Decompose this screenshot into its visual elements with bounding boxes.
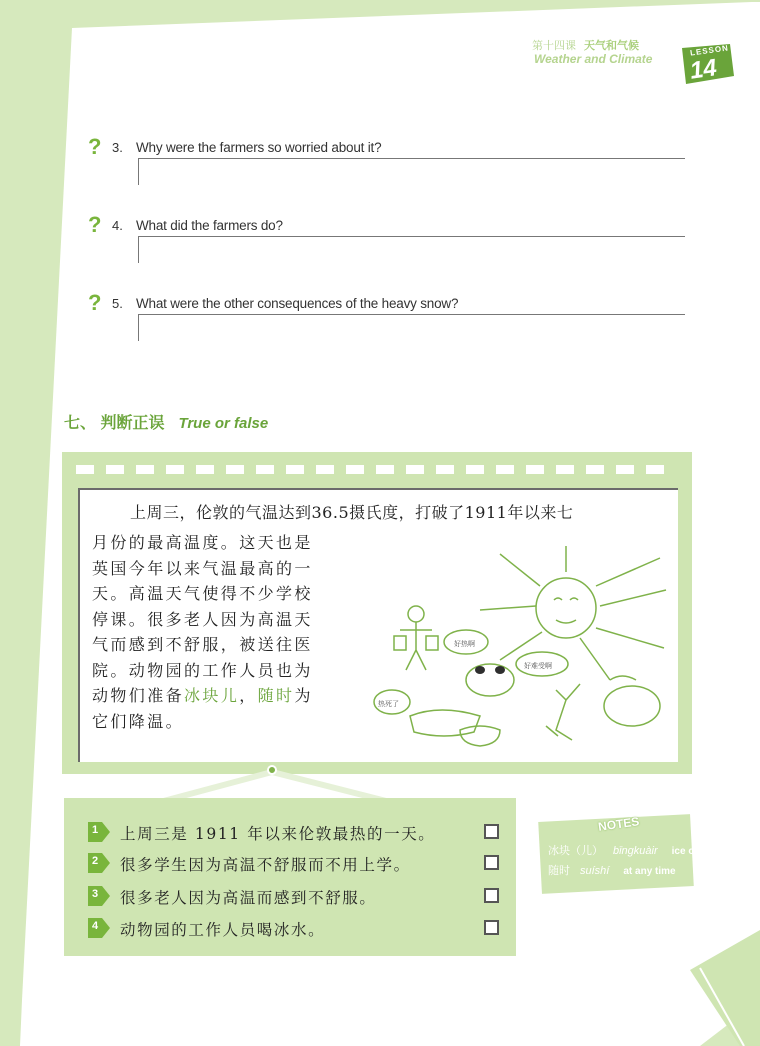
note-word: 随时	[548, 864, 570, 877]
question-number: 5.	[112, 296, 123, 311]
arrow-number-badge	[88, 853, 110, 873]
note-item	[548, 842, 712, 858]
passage-line: 它们降温。	[92, 711, 185, 731]
decorative-stripes	[62, 462, 692, 476]
note-item	[548, 862, 676, 878]
section-title-cn: 七、 判断正误	[64, 415, 165, 432]
question-number: 3.	[112, 140, 123, 155]
statement-number: 2	[92, 855, 99, 867]
statement-text: 动物园的工作人员喝冰水。	[120, 921, 326, 939]
passage-line: 月份的最高温度。这天也是	[92, 533, 313, 552]
statement-row	[88, 916, 508, 942]
question-mark-icon: ?	[88, 290, 102, 315]
answer-field[interactable]	[138, 314, 685, 341]
question-mark-icon: ?	[88, 212, 102, 237]
passage-line: 气而感到不舒服，被送往医	[92, 635, 313, 654]
lesson-badge-label: LESSON	[689, 43, 730, 58]
question-mark-icon: ?	[88, 134, 102, 159]
passage-body	[92, 530, 352, 734]
lesson-header-cn	[532, 37, 639, 53]
true-false-checkbox[interactable]	[484, 855, 499, 870]
statement-text: 上周三是 1911 年以来伦敦最热的一天。	[120, 825, 436, 843]
passage-text: 动物们准备	[92, 686, 185, 705]
passage-text: ，	[239, 686, 258, 705]
speech-bubble-text: 热死了	[378, 700, 399, 708]
section-title	[64, 410, 268, 433]
question-5	[88, 292, 688, 352]
note-pinyin: bīngkuàir	[613, 845, 658, 857]
answer-field[interactable]	[138, 236, 685, 263]
statement-text: 很多老人因为高温而感到不舒服。	[120, 889, 377, 907]
lesson-badge-number: 14	[688, 54, 719, 85]
question-number: 4.	[112, 218, 123, 233]
statement-row	[88, 884, 508, 910]
vocab-highlight: 冰块儿	[184, 686, 240, 705]
lesson-topic-en: Weather and Climate	[534, 52, 653, 66]
arrow-number-badge	[88, 822, 110, 842]
lesson-topic-cn: 天气和气候	[584, 40, 639, 52]
passage-line: 天。高温天气使得不少学校	[92, 584, 313, 603]
true-false-checkbox[interactable]	[484, 824, 499, 839]
passage-line: 院。动物园的工作人员也为	[92, 660, 313, 680]
passage-line: 停课。很多老人因为高温天	[92, 609, 313, 629]
speech-bubble-text: 好热啊	[454, 640, 475, 648]
question-text: What did the farmers do?	[136, 218, 283, 233]
note-word: 冰块（儿）	[548, 844, 603, 857]
passage-line	[92, 683, 352, 709]
statement-number: 3	[92, 888, 99, 900]
statement-number: 4	[92, 920, 99, 932]
arrow-number-badge	[88, 886, 110, 906]
statement-number: 1	[92, 824, 99, 836]
speech-bubble-text: 好难受啊	[524, 662, 552, 670]
question-3	[88, 136, 688, 196]
true-false-checkbox[interactable]	[484, 888, 499, 903]
question-4	[88, 214, 688, 274]
answer-field[interactable]	[138, 158, 685, 185]
statement-row	[88, 851, 508, 877]
passage-text: 为	[294, 686, 313, 705]
arrow-number-badge	[88, 918, 110, 938]
statement-text: 很多学生因为高温不舒服而不用上学。	[120, 856, 411, 874]
notes-title: NOTES	[597, 814, 641, 834]
statement-row	[88, 820, 508, 846]
note-meaning: at any time	[623, 866, 676, 877]
hot-weather-illustration	[370, 540, 670, 762]
note-meaning: ice cube	[671, 846, 712, 857]
lesson-number-cn: 第十四课	[532, 40, 576, 52]
vocab-highlight: 随时	[257, 686, 295, 705]
passage-line: 英国今年以来气温最高的一	[92, 558, 313, 578]
question-text: What were the other consequences of the heavy snow?	[136, 296, 459, 311]
section-title-en: True or false	[178, 415, 269, 432]
passage-first-line: 上周三，伦敦的气温达到36.5摄氏度，打破了1911年以来七	[130, 503, 574, 522]
true-false-checkbox[interactable]	[484, 920, 499, 935]
question-text: Why were the farmers so worried about it?	[136, 140, 382, 155]
note-pinyin: suíshí	[580, 865, 610, 877]
